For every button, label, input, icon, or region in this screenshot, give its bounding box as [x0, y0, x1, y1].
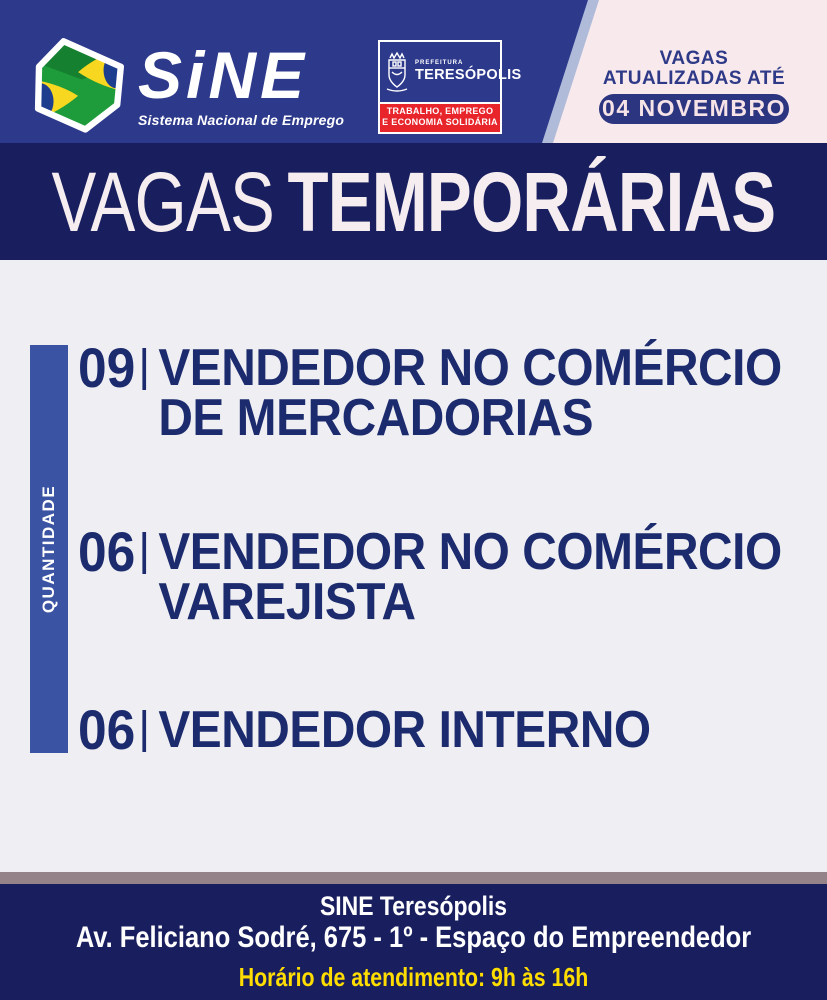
- sine-logo-text: [138, 34, 344, 128]
- footer-org-name: SINE Teresópolis: [319, 891, 508, 921]
- prefeitura-dept-line2: E ECONOMIA SOLIDÁRIA: [382, 117, 498, 128]
- updated-line2: ATUALIZADAS ATÉ: [602, 68, 786, 89]
- job-row-vendedor-comercio-mercadorias: [78, 336, 782, 447]
- prefeitura-department: [380, 104, 500, 132]
- job-quantity: 06: [78, 698, 136, 761]
- footer-hours: Horário de atendimento: 9h às 16h: [238, 962, 589, 992]
- quantity-sidebar: [30, 345, 68, 753]
- pipe-divider: [143, 532, 147, 574]
- updated-date-pill: 04 NOVEMBRO: [599, 94, 789, 124]
- quantity-sidebar-label: QUANTIDADE: [39, 484, 58, 614]
- job-row-vendedor-interno: [78, 698, 759, 761]
- job-title: [158, 701, 651, 759]
- prefeitura-logo: [378, 40, 522, 134]
- sine-logo-name: SiNE: [138, 38, 309, 112]
- job-title-line1: VENDEDOR NO COMÉRCIO: [158, 523, 782, 581]
- job-title-line1: VENDEDOR NO COMÉRCIO: [158, 339, 782, 397]
- job-list: [78, 336, 818, 761]
- job-title: [158, 339, 782, 447]
- sine-flag-hexagon-icon: [28, 34, 130, 134]
- job-title-line2: VAREJISTA: [158, 573, 416, 631]
- job-title: [158, 523, 782, 631]
- prefeitura-logo-texts: [415, 60, 521, 83]
- prefeitura-dept-line1: TRABALHO, EMPREGO: [386, 105, 494, 116]
- header: [0, 0, 827, 143]
- prefeitura-label: PREFEITURA: [415, 60, 464, 67]
- title-banner: [0, 143, 827, 260]
- prefeitura-city: TERESÓPOLIS: [415, 67, 522, 84]
- footer: [0, 884, 827, 1000]
- banner-word-temporarias: TEMPORÁRIAS: [287, 154, 776, 249]
- updated-until-block: [595, 49, 793, 124]
- job-quantity: 06: [78, 520, 136, 583]
- pipe-divider: [143, 348, 147, 390]
- job-title-line1: VENDEDOR INTERNO: [158, 701, 651, 759]
- banner-word-vagas: VAGAS: [51, 154, 275, 249]
- job-quantity: 09: [78, 336, 136, 399]
- prefeitura-logo-top: [380, 42, 522, 104]
- job-title-line2: DE MERCADORIAS: [158, 389, 594, 447]
- job-listings-section: [0, 260, 827, 872]
- updated-line1: VAGAS: [659, 48, 729, 69]
- job-row-vendedor-comercio-varejista: [78, 520, 782, 631]
- sine-logo: [28, 34, 344, 134]
- teresopolis-crest-icon: [384, 51, 410, 93]
- pipe-divider: [143, 710, 147, 752]
- footer-divider: [0, 872, 827, 884]
- sine-logo-subtitle: Sistema Nacional de Emprego: [138, 112, 345, 128]
- banner-title: [51, 154, 776, 249]
- footer-address: Av. Feliciano Sodré, 675 - 1º - Espaço do Empreendedor: [75, 921, 752, 954]
